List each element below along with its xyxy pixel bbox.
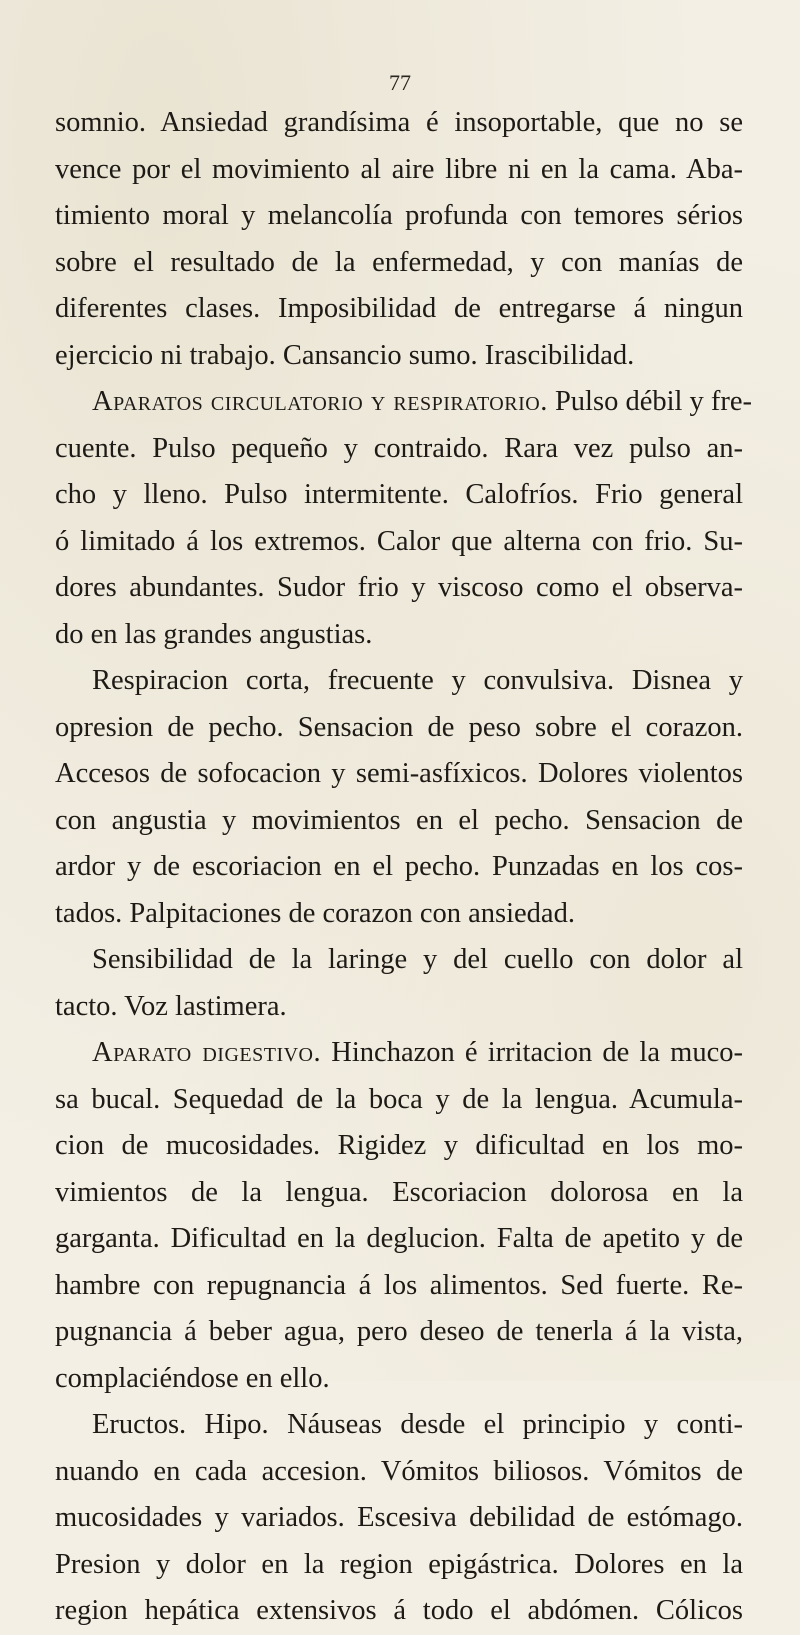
text-line [55, 1542, 743, 1589]
text-line [55, 193, 743, 240]
line-text: complaciéndose en ello. [55, 1362, 330, 1394]
text-line [55, 798, 743, 845]
line-text: ó limitado á los extremos. Calor que alterna con frio. Su- [55, 525, 743, 557]
line-text: diferentes clases. Imposibilidad de entregarse á ningun [55, 293, 743, 324]
page-number: 77 [389, 70, 411, 95]
text-line [55, 426, 743, 473]
line-text: cuente. Pulso pequeño y contraido. Rara vez pulso an- [55, 432, 743, 464]
line-text: Eructos. Hipo. Náuseas desde el principio y conti- [92, 1409, 743, 1440]
line-text: con angustia y movimientos en el pecho. Sensacion de [55, 804, 743, 836]
line-text: sa bucal. Sequedad de la boca y de la lengua. Acumula- [55, 1083, 743, 1115]
body-text [55, 100, 753, 1635]
text-line [55, 1030, 743, 1077]
line-text: ejercicio ni trabajo. Cansancio sumo. Irascibilidad. [55, 339, 635, 371]
text-line [55, 333, 743, 380]
text-line [55, 472, 743, 519]
text-line [55, 1216, 743, 1263]
text-line [55, 1495, 743, 1542]
text-line [55, 379, 753, 426]
text-line [55, 1077, 743, 1124]
line-text: tados. Palpitaciones de corazon con ansiedad. [55, 897, 575, 929]
text-line [55, 937, 743, 984]
text-line [55, 705, 743, 752]
line-text: hambre con repugnancia á los alimentos. Sed fuerte. Re- [55, 1269, 743, 1301]
text-line [55, 984, 743, 1031]
text-line [55, 240, 743, 287]
section-heading: Aparato digestivo. [92, 1037, 322, 1068]
line-text: vence por el movimiento al aire libre ni en la cama. Aba- [55, 153, 743, 185]
text-line [55, 1170, 743, 1217]
text-line [55, 1309, 743, 1356]
line-text: cho y lleno. Pulso intermitente. Calofríos. Frio general [55, 479, 743, 510]
line-text: opresion de pecho. Sensacion de peso sobre el corazon. [55, 711, 743, 743]
line-text: Pulso débil y fre- [547, 386, 753, 417]
line-text: pugnancia á beber agua, pero deseo de tenerla á la vista, [55, 1316, 743, 1347]
line-text: tacto. Voz lastimera. [55, 990, 287, 1022]
text-line [55, 565, 743, 612]
line-text: region hepática extensivos á todo el abdómen. Cólicos [55, 1595, 743, 1626]
line-text: Respiracion corta, frecuente y convulsiva. Disnea y [92, 665, 743, 696]
text-line [55, 658, 743, 705]
line-text: Sensibilidad de la laringe y del cuello con dolor al [92, 944, 743, 975]
text-line [55, 1356, 743, 1403]
line-text: Presion y dolor en la region epigástrica. Dolores en la [55, 1548, 743, 1580]
line-text: timiento moral y melancolía profunda con temores sérios [55, 200, 743, 231]
text-line [55, 286, 743, 333]
line-text: vimientos de la lengua. Escoriacion dolorosa en la [55, 1176, 743, 1208]
text-line [55, 1402, 743, 1449]
line-text: do en las grandes angustias. [55, 618, 373, 650]
line-text: Hinchazon é irritacion de la muco- [321, 1037, 743, 1068]
text-line [55, 1263, 743, 1310]
line-text: cion de mucosidades. Rigidez y dificultad en los mo- [55, 1130, 743, 1161]
text-line [55, 751, 743, 798]
line-text: sobre el resultado de la enfermedad, y con manías de [55, 246, 743, 278]
text-line [55, 519, 743, 566]
text-line [55, 844, 743, 891]
line-text: nuando en cada accesion. Vómitos biliosos. Vómitos de [55, 1455, 743, 1487]
text-line [55, 1449, 743, 1496]
section-heading: Aparatos circulatorio y respiratorio. [92, 386, 548, 417]
line-text: garganta. Dificultad en la deglucion. Falta de apetito y de [55, 1223, 743, 1254]
line-text: mucosidades y variados. Escesiva debilidad de estómago. [55, 1502, 743, 1533]
line-text: dores abundantes. Sudor frio y viscoso como el observa- [55, 572, 743, 603]
line-text: somnio. Ansiedad grandísima é insoportable, que no se [55, 107, 743, 138]
text-line [55, 891, 743, 938]
text-line [55, 612, 743, 659]
line-text: ardor y de escoriacion en el pecho. Punzadas en los cos- [55, 851, 743, 882]
text-line [55, 147, 743, 194]
text-line [55, 1123, 743, 1170]
line-text: Accesos de sofocacion y semi-asfíxicos. Dolores violentos [55, 758, 743, 789]
text-line [55, 100, 743, 147]
text-line [55, 1588, 743, 1635]
